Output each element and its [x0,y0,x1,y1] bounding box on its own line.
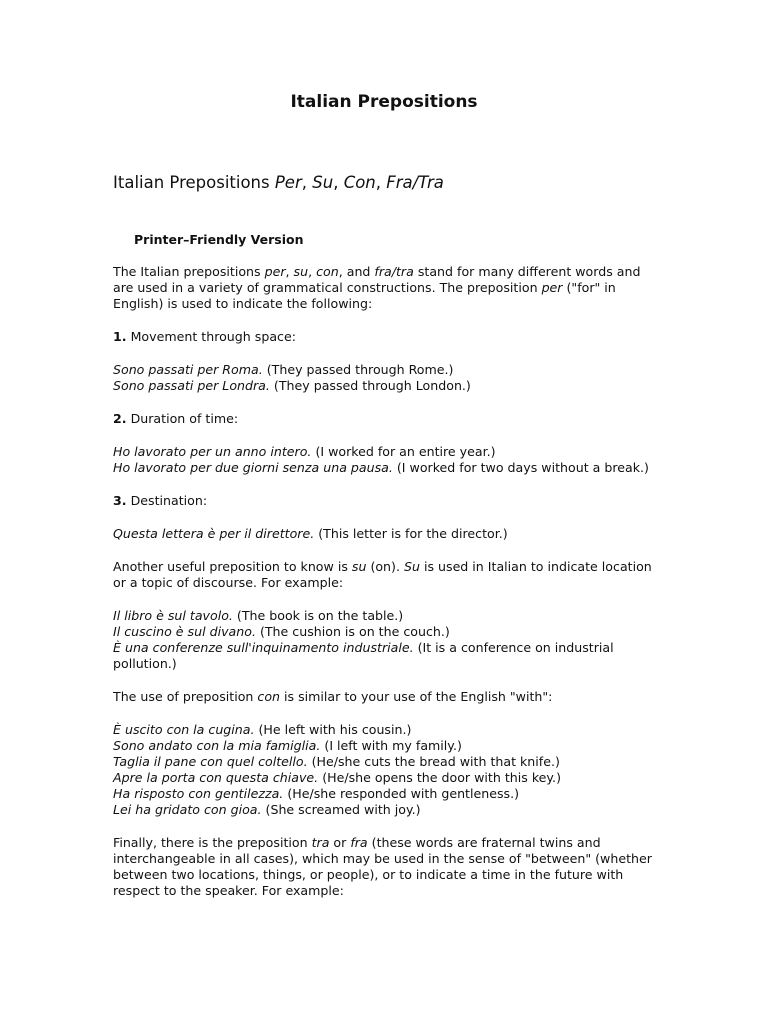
section-1-examples [113,362,661,394]
example-italian: Ho lavorato per un anno intero. [113,444,312,459]
section-label: Movement through space: [126,329,296,344]
heading-fratra: Fra/Tra [386,173,444,192]
heading-separator: , [333,173,344,192]
intro-text-4: , and [338,264,375,279]
su-term-2: Su [403,559,420,574]
example-english: (This letter is for the director.) [314,526,508,541]
section-1-label [113,329,661,345]
example-english: (The cushion is on the couch.) [255,624,450,639]
example-line [113,378,661,394]
example-italian: Sono andato con la mia famiglia. [113,738,321,753]
con-text-2: is similar to your use of the English "with": [280,689,553,704]
su-examples [113,608,661,672]
example-english: (He/she cuts the bread with that knife.) [307,754,560,769]
con-examples [113,722,661,818]
su-term: su [351,559,367,574]
example-english: (It is a conference on industrial pollution.) [113,640,614,671]
intro-term-per-2: per [541,280,563,295]
printer-friendly-link[interactable]: Printer–Friendly Version [134,232,304,247]
example-italian: Sono passati per Londra. [113,378,270,393]
intro-text-2: , [285,264,294,279]
example-line [113,460,661,476]
final-term-tra: tra [311,835,330,850]
example-english: (She screamed with joy.) [261,802,421,817]
heading-separator: , [301,173,313,192]
example-english: (They passed through London.) [269,378,471,393]
section-number: 1. [113,329,127,344]
example-line [113,608,661,624]
example-italian: Il cuscino è sul divano. [113,624,256,639]
example-line [113,754,661,770]
intro-text-3: , [308,264,317,279]
example-italian: Lei ha gridato con gioa. [113,802,262,817]
con-term: con [257,689,281,704]
example-line [113,444,661,460]
section-2-label [113,411,661,427]
final-text-1: Finally, there is the preposition [113,835,312,850]
heading-con: Con [343,173,376,192]
su-text-1: Another useful preposition to know is [113,559,352,574]
heading-per: Per [274,173,302,192]
example-italian: Ho lavorato per due giorni senza una pausa. [113,460,393,475]
section-2-examples [113,444,661,476]
section-number: 3. [113,493,127,508]
example-line [113,802,661,818]
example-italian: È uscito con la cugina. [113,722,255,737]
example-line [113,722,661,738]
final-text-3: (these words are fraternal twins and interchangeable in all cases), which may be used in the sense of "between" (whether between two locations, things, or people), or to indicate a time in the future with respect to the speaker. For example: [113,835,652,898]
example-line [113,738,661,754]
example-italian: Il libro è sul tavolo. [113,608,233,623]
page-title: Italian Prepositions [290,92,478,112]
example-english: (He left with his cousin.) [254,722,412,737]
section-heading [113,173,444,192]
example-line [113,786,661,802]
example-english: (They passed through Rome.) [262,362,454,377]
heading-text: Italian Prepositions [113,173,275,192]
intro-text-5: stand for many different words and are used in a variety of grammatical constructions. The preposition [113,264,641,295]
example-italian: Ha risposto con gentilezza. [113,786,284,801]
intro-term-per: per [264,264,286,279]
section-3-label [113,493,661,509]
example-italian: Taglia il pane con quel coltello. [113,754,308,769]
final-paragraph [113,835,661,899]
example-english: (The book is on the table.) [232,608,404,623]
section-label: Destination: [126,493,208,508]
final-text-2: or [329,835,351,850]
con-paragraph [113,689,661,705]
example-line [113,526,661,542]
example-italian: È una conferenze sull'inquinamento industriale. [113,640,414,655]
final-term-fra: fra [350,835,368,850]
example-line [113,770,661,786]
heading-separator: , [375,173,387,192]
example-italian: Apre la porta con questa chiave. [113,770,319,785]
heading-su: Su [312,173,334,192]
example-english: (He/she opens the door with this key.) [318,770,561,785]
intro-text-1: The Italian prepositions [113,264,265,279]
example-italian: Questa lettera è per il direttore. [113,526,315,541]
example-english: (I left with my family.) [320,738,462,753]
example-italian: Sono passati per Roma. [113,362,263,377]
intro-text-6: ("for" in English) is used to indicate the following: [113,280,616,311]
article-body [113,264,661,916]
example-english: (He/she responded with gentleness.) [283,786,520,801]
su-text-3: is used in Italian to indicate location or a topic of discourse. For example: [113,559,652,590]
example-line [113,640,661,672]
intro-paragraph [113,264,661,312]
section-label: Duration of time: [126,411,239,426]
section-number: 2. [113,411,127,426]
intro-term-con: con [316,264,339,279]
su-text-2: (on). [366,559,404,574]
intro-term-su: su [293,264,309,279]
su-paragraph [113,559,661,591]
con-text-1: The use of preposition [113,689,258,704]
example-line [113,624,661,640]
section-3-examples [113,526,661,542]
intro-term-fratra: fra/tra [374,264,414,279]
example-line [113,362,661,378]
example-english: (I worked for two days without a break.) [392,460,649,475]
example-english: (I worked for an entire year.) [311,444,496,459]
